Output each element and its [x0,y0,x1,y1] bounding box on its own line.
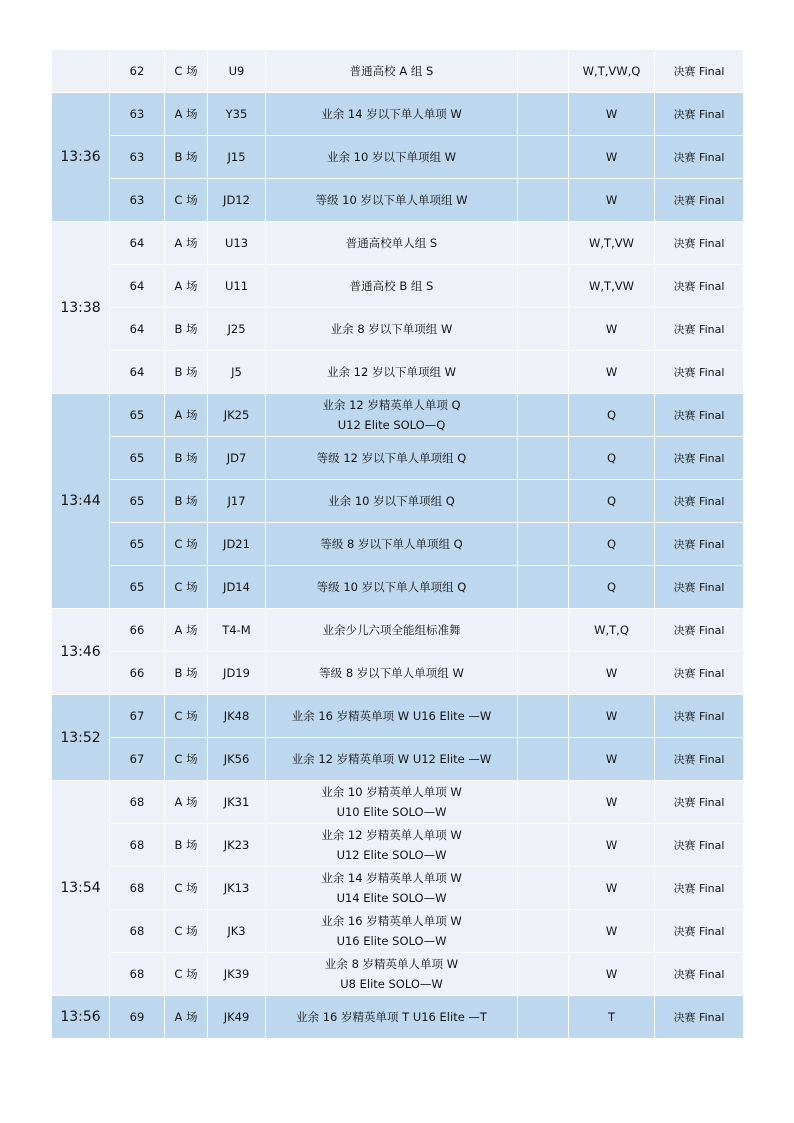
blank-cell [518,179,569,222]
event-name-cell [266,867,518,910]
time-slot-cell: 13:56 [52,996,110,1039]
event-name-cell [266,136,518,179]
round-cell: 62 [110,50,165,93]
court-cell: A 场 [165,781,208,824]
event-name: 等级 12 岁以下单人单项组 Q [316,451,467,465]
dances-cell: W [569,136,655,179]
event-name-cell [266,179,518,222]
event-name: 业余 12 岁精英单人单项 Q [322,398,461,412]
blank-cell [518,824,569,867]
court-cell: C 场 [165,953,208,996]
stage-cell: 决赛 Final [655,437,744,480]
event-name-cell [266,738,518,781]
stage-cell: 决赛 Final [655,738,744,781]
court-cell: C 场 [165,566,208,609]
stage-cell: 决赛 Final [655,867,744,910]
court-cell: C 场 [165,695,208,738]
blank-cell [518,910,569,953]
event-code-cell: U9 [208,50,266,93]
blank-cell [518,265,569,308]
event-code-cell: U13 [208,222,266,265]
dances-cell: Q [569,437,655,480]
event-code-cell: JD7 [208,437,266,480]
round-cell: 65 [110,523,165,566]
table-row [52,136,744,179]
event-name-cell [266,609,518,652]
event-name: 业余 12 岁以下单项组 W [327,365,456,379]
blank-cell [518,652,569,695]
event-name-cell [266,437,518,480]
event-name-cell [266,695,518,738]
dances-cell: W,T,Q [569,609,655,652]
court-cell: A 场 [165,222,208,265]
stage-cell: 决赛 Final [655,480,744,523]
event-name-cell [266,996,518,1039]
event-name-cell [266,308,518,351]
event-code-cell: JK31 [208,781,266,824]
round-cell: 63 [110,93,165,136]
event-name: 业余 16 岁精英单项 W U16 Elite —W [291,709,492,723]
event-name: 业余 14 岁以下单人单项 W [321,107,462,121]
dances-cell: W [569,652,655,695]
court-cell: C 场 [165,867,208,910]
event-name: 业余 14 岁精英单人单项 W [321,871,462,885]
event-name-english: U12 Elite SOLO—Q [337,418,446,432]
dances-cell: Q [569,523,655,566]
event-name-cell [266,93,518,136]
blank-cell [518,996,569,1039]
table-row [52,351,744,394]
event-name: 等级 10 岁以下单人单项组 Q [316,580,467,594]
dances-cell: W [569,93,655,136]
stage-cell: 决赛 Final [655,93,744,136]
table-row [52,308,744,351]
round-cell: 66 [110,609,165,652]
event-name: 业余 10 岁精英单人单项 W [321,785,462,799]
court-cell: B 场 [165,351,208,394]
round-cell: 65 [110,394,165,437]
event-name: 等级 10 岁以下单人单项组 W [315,193,468,207]
table-row [52,996,744,1039]
schedule-table [51,49,744,1039]
event-name: 业余少儿六项全能组标准舞 [322,623,461,637]
blank-cell [518,695,569,738]
round-cell: 68 [110,910,165,953]
event-name: 业余 8 岁精英单人单项 W [324,957,459,971]
time-slot-cell: 13:46 [52,609,110,695]
round-cell: 69 [110,996,165,1039]
court-cell: A 场 [165,93,208,136]
court-cell: A 场 [165,394,208,437]
dances-cell: W,T,VW,Q [569,50,655,93]
dances-cell: W [569,308,655,351]
time-slot-cell: 13:44 [52,394,110,609]
event-name-english: U8 Elite SOLO—W [340,977,443,991]
blank-cell [518,480,569,523]
event-code-cell: J5 [208,351,266,394]
blank-cell [518,523,569,566]
schedule-body [52,50,744,1039]
stage-cell: 决赛 Final [655,265,744,308]
dances-cell: W,T,VW [569,222,655,265]
court-cell: C 场 [165,523,208,566]
table-row [52,523,744,566]
blank-cell [518,437,569,480]
stage-cell: 决赛 Final [655,824,744,867]
event-name-cell [266,781,518,824]
table-row [52,738,744,781]
stage-cell: 决赛 Final [655,910,744,953]
court-cell: B 场 [165,136,208,179]
table-row [52,910,744,953]
blank-cell [518,222,569,265]
dances-cell: W [569,867,655,910]
event-name: 等级 8 岁以下单人单项组 W [319,666,464,680]
event-code-cell: Y35 [208,93,266,136]
time-slot-cell: 13:38 [52,222,110,394]
round-cell: 68 [110,824,165,867]
dances-cell: Q [569,480,655,523]
stage-cell: 决赛 Final [655,953,744,996]
event-name: 业余 12 岁精英单人单项 W [321,828,462,842]
stage-cell: 决赛 Final [655,996,744,1039]
stage-cell: 决赛 Final [655,50,744,93]
stage-cell: 决赛 Final [655,308,744,351]
table-row [52,93,744,136]
round-cell: 64 [110,351,165,394]
event-name-cell [266,50,518,93]
round-cell: 64 [110,222,165,265]
dances-cell: W [569,910,655,953]
event-code-cell: T4-M [208,609,266,652]
table-row [52,695,744,738]
dances-cell: W [569,953,655,996]
event-code-cell: JK3 [208,910,266,953]
time-slot-cell [52,50,110,93]
dances-cell: W [569,781,655,824]
round-cell: 63 [110,179,165,222]
event-name-cell [266,652,518,695]
event-name: 普通高校 A 组 S [349,64,434,78]
blank-cell [518,93,569,136]
court-cell: C 场 [165,179,208,222]
event-code-cell: J15 [208,136,266,179]
event-name-cell [266,222,518,265]
round-cell: 65 [110,437,165,480]
event-name: 等级 8 岁以下单人单项组 Q [320,537,463,551]
dances-cell: Q [569,566,655,609]
table-row [52,652,744,695]
stage-cell: 决赛 Final [655,523,744,566]
dances-cell: W [569,695,655,738]
court-cell: A 场 [165,609,208,652]
table-row [52,394,744,437]
event-name-cell [266,523,518,566]
event-name: 业余 8 岁以下单项组 W [330,322,453,336]
table-row [52,953,744,996]
event-code-cell: JD21 [208,523,266,566]
dances-cell: W [569,824,655,867]
event-name-cell [266,953,518,996]
round-cell: 68 [110,867,165,910]
stage-cell: 决赛 Final [655,781,744,824]
event-code-cell: JK48 [208,695,266,738]
stage-cell: 决赛 Final [655,566,744,609]
time-slot-cell: 13:54 [52,781,110,996]
event-name-cell [266,265,518,308]
blank-cell [518,394,569,437]
round-cell: 68 [110,781,165,824]
time-slot-cell: 13:36 [52,93,110,222]
blank-cell [518,953,569,996]
event-name: 业余 16 岁精英单项 T U16 Elite —T [296,1010,487,1024]
event-name-english: U14 Elite SOLO—W [336,891,447,905]
dances-cell: W [569,179,655,222]
event-name-cell [266,566,518,609]
event-name: 业余 12 岁精英单项 W U12 Elite —W [291,752,492,766]
blank-cell [518,351,569,394]
table-row [52,179,744,222]
court-cell: A 场 [165,996,208,1039]
court-cell: B 场 [165,824,208,867]
dances-cell: W,T,VW [569,265,655,308]
stage-cell: 决赛 Final [655,136,744,179]
round-cell: 65 [110,566,165,609]
blank-cell [518,308,569,351]
event-name-cell [266,480,518,523]
round-cell: 64 [110,265,165,308]
round-cell: 66 [110,652,165,695]
table-row [52,265,744,308]
event-code-cell: JK49 [208,996,266,1039]
court-cell: B 场 [165,437,208,480]
table-row [52,867,744,910]
event-code-cell: U11 [208,265,266,308]
event-code-cell: JK13 [208,867,266,910]
stage-cell: 决赛 Final [655,222,744,265]
event-name: 业余 16 岁精英单人单项 W [321,914,462,928]
event-code-cell: J17 [208,480,266,523]
round-cell: 65 [110,480,165,523]
court-cell: B 场 [165,480,208,523]
event-name-cell [266,910,518,953]
event-code-cell: JK56 [208,738,266,781]
table-row [52,50,744,93]
dances-cell: Q [569,394,655,437]
dances-cell: T [569,996,655,1039]
court-cell: B 场 [165,652,208,695]
table-row [52,781,744,824]
event-code-cell: JK39 [208,953,266,996]
event-name-english: U16 Elite SOLO—W [336,934,447,948]
round-cell: 63 [110,136,165,179]
stage-cell: 决赛 Final [655,609,744,652]
blank-cell [518,738,569,781]
dances-cell: W [569,738,655,781]
blank-cell [518,566,569,609]
event-code-cell: JD12 [208,179,266,222]
blank-cell [518,609,569,652]
table-row [52,222,744,265]
event-name: 普通高校单人组 S [345,236,438,250]
table-row [52,480,744,523]
event-code-cell: JK23 [208,824,266,867]
event-name-cell [266,394,518,437]
event-name-cell [266,351,518,394]
blank-cell [518,136,569,179]
stage-cell: 决赛 Final [655,695,744,738]
court-cell: C 场 [165,738,208,781]
event-code-cell: J25 [208,308,266,351]
stage-cell: 决赛 Final [655,179,744,222]
round-cell: 67 [110,738,165,781]
round-cell: 67 [110,695,165,738]
event-name-english: U12 Elite SOLO—W [336,848,447,862]
blank-cell [518,781,569,824]
event-name: 业余 10 岁以下单项组 W [327,150,456,164]
round-cell: 64 [110,308,165,351]
table-row [52,566,744,609]
table-row [52,609,744,652]
court-cell: C 场 [165,50,208,93]
event-name: 业余 10 岁以下单项组 Q [328,494,455,508]
court-cell: C 场 [165,910,208,953]
event-code-cell: JD14 [208,566,266,609]
blank-cell [518,50,569,93]
event-code-cell: JD19 [208,652,266,695]
stage-cell: 决赛 Final [655,351,744,394]
court-cell: A 场 [165,265,208,308]
round-cell: 68 [110,953,165,996]
stage-cell: 决赛 Final [655,394,744,437]
court-cell: B 场 [165,308,208,351]
event-name-english: U10 Elite SOLO—W [336,805,447,819]
time-slot-cell: 13:52 [52,695,110,781]
table-row [52,824,744,867]
event-code-cell: JK25 [208,394,266,437]
event-name: 普通高校 B 组 S [349,279,434,293]
stage-cell: 决赛 Final [655,652,744,695]
dances-cell: W [569,351,655,394]
blank-cell [518,867,569,910]
table-row [52,437,744,480]
event-name-cell [266,824,518,867]
